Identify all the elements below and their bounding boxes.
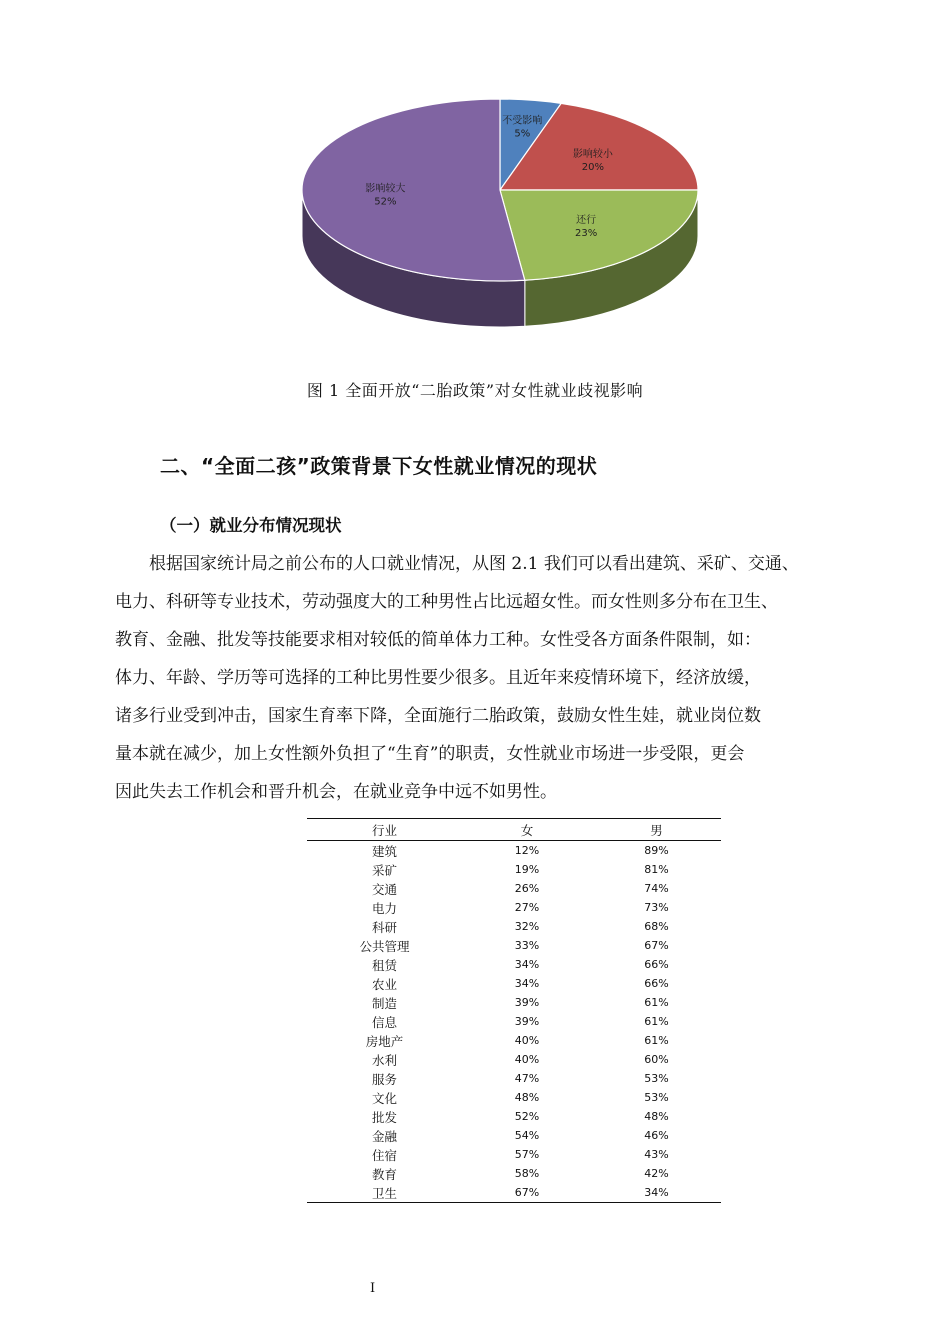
cell-male: 67%	[644, 939, 669, 952]
cell-industry: 水利	[371, 1052, 397, 1068]
table-row	[307, 879, 721, 898]
table-row	[307, 1164, 721, 1183]
employment-table	[307, 818, 721, 1203]
table-row	[307, 1183, 721, 1203]
table-row	[307, 993, 721, 1012]
table-row	[307, 1145, 721, 1164]
paragraph-line: 因此失去工作机会和晋升机会，在就业竞争中远不如男性。	[115, 782, 557, 802]
cell-female: 48%	[514, 1091, 540, 1104]
cell-male: 53%	[644, 1091, 669, 1104]
cell-female: 27%	[514, 901, 540, 914]
cell-male: 66%	[644, 977, 669, 990]
pie-slice-label: 不受影响	[502, 115, 543, 127]
cell-industry: 教育	[371, 1166, 397, 1182]
pie-slice-percent: 5%	[514, 128, 531, 140]
cell-industry: 文化	[371, 1090, 397, 1106]
cell-male: 61%	[644, 996, 669, 1009]
cell-female: 26%	[514, 882, 540, 895]
cell-male: 81%	[644, 863, 669, 876]
cell-female: 67%	[462, 1183, 592, 1203]
header-industry: 行业	[307, 819, 462, 841]
cell-male: 74%	[644, 882, 669, 895]
cell-female: 19%	[514, 863, 540, 876]
table-row	[307, 841, 721, 861]
cell-industry: 房地产	[365, 1033, 404, 1049]
cell-female: 34%	[514, 958, 540, 971]
table-row	[307, 1069, 721, 1088]
table-row	[307, 1050, 721, 1069]
cell-industry: 批发	[371, 1109, 397, 1125]
cell-male: 73%	[644, 901, 669, 914]
table-row	[307, 1088, 721, 1107]
cell-female: 32%	[514, 920, 540, 933]
table-row	[307, 1012, 721, 1031]
paragraph-line: 教育、金融、批发等技能要求相对较低的简单体力工种。女性受各方面条件限制，如：	[115, 630, 761, 650]
cell-male: 53%	[644, 1072, 669, 1085]
cell-male: 61%	[644, 1034, 669, 1047]
cell-male: 68%	[644, 920, 669, 933]
cell-male: 34%	[592, 1183, 721, 1203]
cell-male: 42%	[644, 1167, 669, 1180]
body-paragraph	[115, 545, 875, 811]
table-row	[307, 974, 721, 993]
cell-industry: 采矿	[371, 862, 397, 878]
cell-female: 39%	[514, 996, 540, 1009]
cell-female: 47%	[514, 1072, 540, 1085]
cell-industry: 建筑	[371, 843, 397, 859]
cell-female: 54%	[514, 1129, 540, 1142]
cell-male: 46%	[644, 1129, 669, 1142]
cell-male: 60%	[644, 1053, 669, 1066]
pie-slice-label: 影响较小	[572, 148, 613, 160]
cell-male: 48%	[644, 1110, 669, 1123]
cell-industry: 制造	[371, 995, 397, 1011]
paragraph-line: 电力、科研等专业技术，劳动强度大的工种男性占比远超女性。而女性则多分布在卫生、	[115, 592, 778, 612]
table-row	[307, 1126, 721, 1145]
header-male: 男	[592, 819, 721, 841]
table-row	[307, 898, 721, 917]
cell-industry: 电力	[371, 900, 397, 916]
cell-female: 52%	[514, 1110, 540, 1123]
cell-male: 89%	[644, 844, 669, 857]
pie-slice-percent: 20%	[581, 161, 605, 173]
cell-industry: 租赁	[371, 957, 397, 973]
cell-industry: 住宿	[371, 1147, 397, 1163]
cell-industry: 服务	[371, 1071, 397, 1087]
paragraph-line: 根据国家统计局之前公布的人口就业情况，从图 2.1 我们可以看出建筑、采矿、交通、	[149, 554, 799, 574]
section-heading: 二、“全面二孩”政策背景下女性就业情况的现状	[160, 454, 598, 478]
cell-industry: 交通	[371, 881, 397, 897]
cell-female: 40%	[514, 1053, 540, 1066]
table-row	[307, 1107, 721, 1126]
header-female: 女	[462, 819, 592, 841]
cell-male: 43%	[644, 1148, 669, 1161]
table-header-row	[307, 819, 721, 841]
cell-female: 39%	[514, 1015, 540, 1028]
pie-slice-label: 影响较大	[365, 183, 406, 195]
cell-male: 66%	[644, 958, 669, 971]
cell-female: 12%	[514, 844, 540, 857]
table-row	[307, 1031, 721, 1050]
subsection-heading: （一）就业分布情况现状	[160, 516, 342, 535]
cell-industry: 金融	[371, 1128, 397, 1144]
paragraph-line: 量本就在减少，加上女性额外负担了“生育”的职责，女性就业市场进一步受限，更会	[115, 744, 745, 764]
cell-female: 40%	[514, 1034, 540, 1047]
cell-industry: 公共管理	[359, 938, 410, 954]
cell-female: 58%	[514, 1167, 540, 1180]
pie-tops	[302, 99, 698, 281]
table-row	[307, 936, 721, 955]
cell-industry: 农业	[371, 976, 397, 992]
paragraph-line: 诸多行业受到冲击，国家生育率下降，全面施行二胎政策，鼓励女性生娃，就业岗位数	[115, 706, 761, 726]
pie-slice-percent: 52%	[374, 196, 397, 208]
page-number: I	[370, 1281, 376, 1296]
cell-male: 61%	[644, 1015, 669, 1028]
cell-female: 34%	[514, 977, 540, 990]
pie-slice-label: 还行	[576, 214, 597, 226]
pie-chart	[290, 90, 710, 345]
paragraph-line: 体力、年龄、学历等可选择的工种比男性要少很多。且近年来疫情环境下，经济放缓，	[115, 668, 761, 688]
cell-female: 33%	[514, 939, 540, 952]
cell-industry: 科研	[371, 919, 397, 935]
table-row	[307, 860, 721, 879]
table-row	[307, 917, 721, 936]
cell-female: 57%	[514, 1148, 540, 1161]
cell-industry: 卫生	[307, 1183, 462, 1203]
pie-slice-percent: 23%	[575, 227, 598, 239]
cell-industry: 信息	[371, 1014, 397, 1030]
table-row	[307, 955, 721, 974]
figure-caption: 图 1 全面开放“二胎政策”对女性就业歧视影响	[306, 381, 644, 400]
